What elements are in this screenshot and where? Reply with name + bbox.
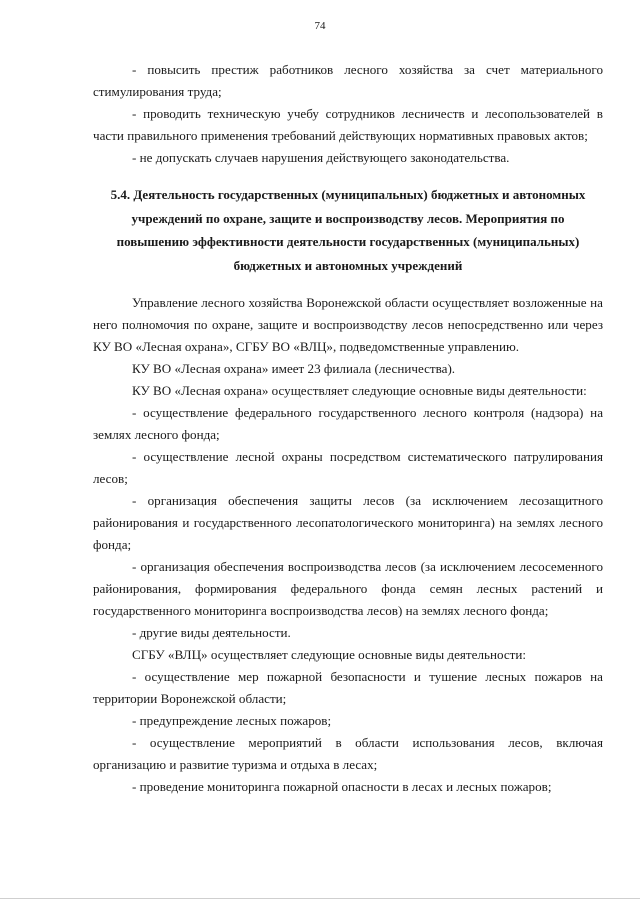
body-paragraph: КУ ВО «Лесная охрана» имеет 23 филиала (лесничества). xyxy=(132,361,456,376)
list-item: - предупреждение лесных пожаров; xyxy=(132,713,332,728)
list-item: - осуществление федерального государственного лесного контроля (надзора) на землях лесного фонда; xyxy=(93,405,603,442)
list-item: - проведение мониторинга пожарной опасности в лесах и лесных пожаров; xyxy=(132,779,552,794)
page-number: 74 xyxy=(314,20,326,32)
section-heading: 5.4. Деятельность государственных (муниципальных) бюджетных и автономных учреждений по охране, защите и воспроизводству лесов. Мероприятия по повышению эффективности деятельности государственных (муниципальных) бюджетных и автономных учреждений xyxy=(110,187,586,273)
body-paragraph: Управление лесного хозяйства Воронежской области осуществляет возложенные на него полномочия по охране, защите и воспроизводству лесов непосредственно или через КУ ВО «Лесная охрана», СГБУ ВО «ВЛЦ», подведомственные управлению. xyxy=(93,295,603,354)
list-item: - другие виды деятельности. xyxy=(132,625,291,640)
list-item: - осуществление лесной охраны посредством систематического патрулирования лесов; xyxy=(93,449,603,486)
page-content xyxy=(93,59,603,798)
intro-paragraph: - повысить престиж работников лесного хозяйства за счет материального стимулирования труда; xyxy=(93,62,603,99)
intro-paragraph: - проводить техническую учебу сотрудников лесничеств и лесопользователей в части правильного применения требований действующих нормативных правовых актов; xyxy=(93,106,603,143)
list-item: - организация обеспечения защиты лесов (за исключением лесозащитного районирования и государственного лесопатологического мониторинга) на землях лесного фонда; xyxy=(93,493,603,552)
body-paragraph: СГБУ «ВЛЦ» осуществляет следующие основные виды деятельности: xyxy=(132,647,527,662)
list-item: - осуществление мер пожарной безопасности и тушение лесных пожаров на территории Воронежской области; xyxy=(93,669,603,706)
body-paragraph: КУ ВО «Лесная охрана» осуществляет следующие основные виды деятельности: xyxy=(132,383,587,398)
scan-edge-line xyxy=(0,898,640,899)
list-item: - осуществление мероприятий в области использования лесов, включая организацию и развитие туризма и отдыха в лесах; xyxy=(93,735,603,772)
intro-paragraph: - не допускать случаев нарушения действующего законодательства. xyxy=(132,150,510,165)
list-item: - организация обеспечения воспроизводства лесов (за исключением лесосеменного районирования, формирования федерального фонда семян лесных растений и государственного мониторинга воспроизводства лесов) на землях лесного фонда; xyxy=(93,559,603,618)
